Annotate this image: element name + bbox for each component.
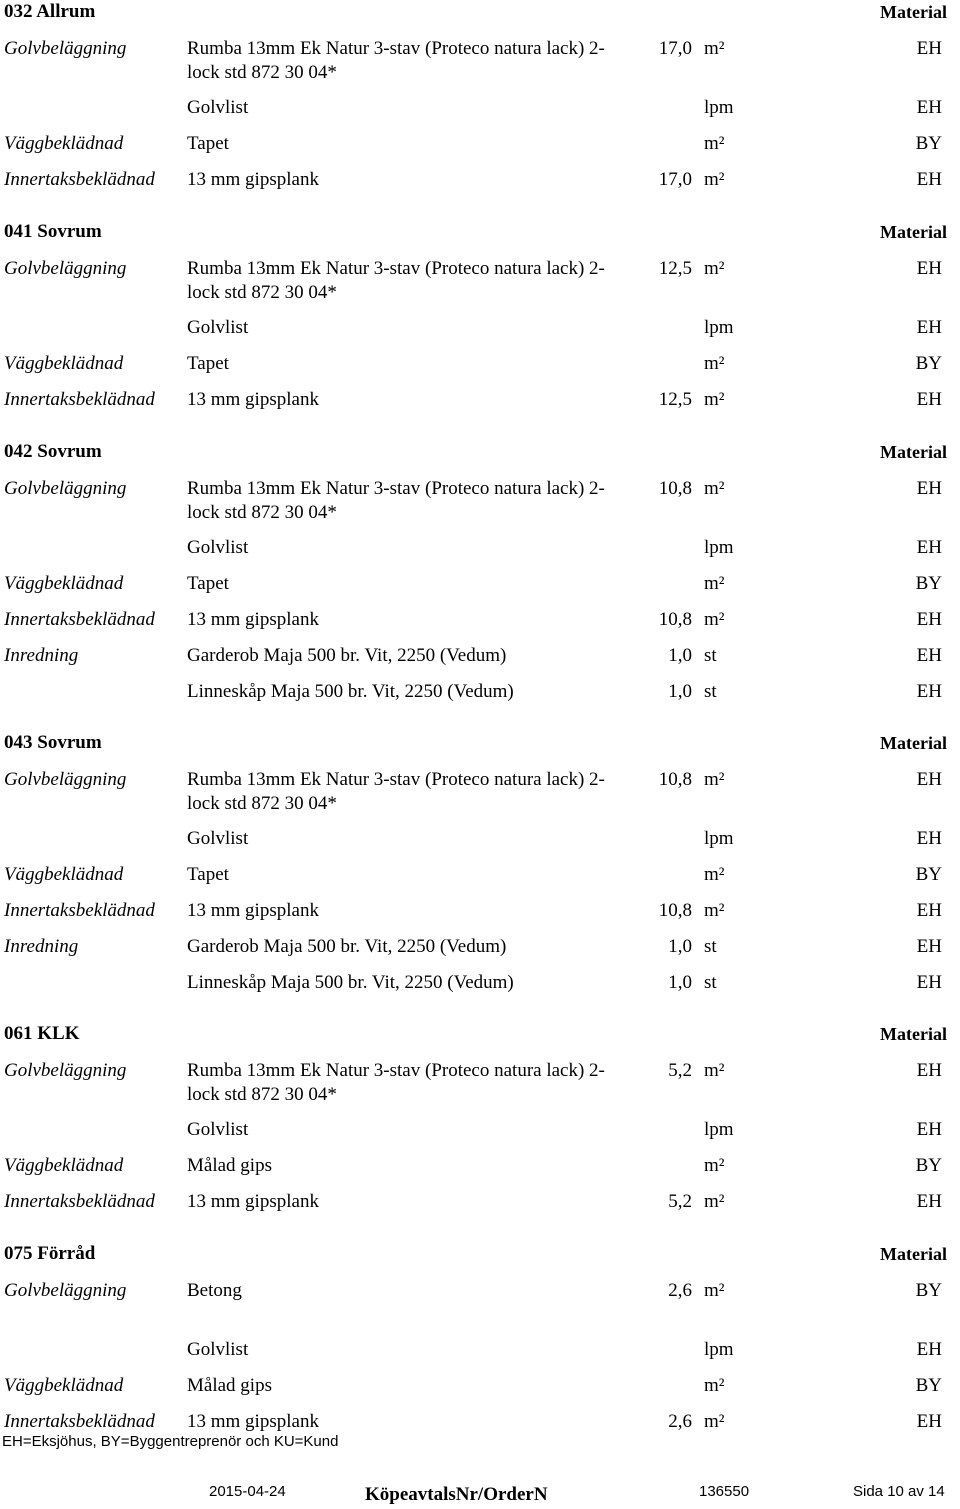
item-responsible: EH	[916, 1060, 942, 1081]
item-quantity: 5,2	[668, 1060, 692, 1081]
footer-date: 2015-04-24	[209, 1483, 286, 1500]
item-responsible: EH	[916, 609, 942, 630]
item-description: Tapet	[187, 573, 229, 594]
item-description: Rumba 13mm Ek Natur 3-stav (Proteco natura lack) 2-lock std 872 30 04*	[187, 478, 605, 523]
item-description: Tapet	[187, 133, 229, 154]
ceiling-covering-category: Innertaksbeklädnad	[4, 1191, 155, 1212]
item-responsible: EH	[916, 900, 942, 921]
item-description: Garderob Maja 500 br. Vit, 2250 (Vedum)	[187, 645, 507, 666]
item-description: Golvlist	[187, 828, 249, 849]
floor-covering-category: Golvbeläggning	[4, 1280, 127, 1301]
item-description: 13 mm gipsplank	[187, 1191, 319, 1212]
item-unit: m²	[704, 389, 725, 410]
section-header	[0, 1022, 960, 1046]
item-responsible: BY	[915, 1280, 942, 1301]
item-responsible: EH	[916, 936, 942, 957]
item-responsible: EH	[916, 537, 942, 558]
room-title: 042 Sovrum	[4, 441, 102, 462]
ceiling-covering-category: Innertaksbeklädnad	[4, 900, 155, 921]
item-unit: m²	[704, 573, 725, 594]
item-responsible: BY	[915, 1155, 942, 1176]
table-row	[0, 1118, 960, 1142]
item-unit: st	[704, 681, 717, 702]
item-description: Rumba 13mm Ek Natur 3-stav (Proteco natura lack) 2-lock std 872 30 04*	[187, 769, 605, 814]
item-unit: lpm	[704, 1339, 734, 1360]
table-row	[0, 1279, 960, 1303]
item-unit: st	[704, 936, 717, 957]
item-description: Golvlist	[187, 537, 249, 558]
section-header	[0, 731, 960, 755]
table-row	[0, 352, 960, 376]
item-unit: m²	[704, 1375, 725, 1396]
wall-covering-category: Väggbeklädnad	[4, 864, 124, 885]
item-description: Linneskåp Maja 500 br. Vit, 2250 (Vedum)	[187, 972, 514, 993]
item-quantity: 17,0	[658, 38, 692, 59]
ceiling-covering-category: Innertaksbeklädnad	[4, 1411, 155, 1432]
item-description: Golvlist	[187, 97, 249, 118]
item-responsible: EH	[916, 258, 942, 279]
item-description: Rumba 13mm Ek Natur 3-stav (Proteco natura lack) 2-lock std 872 30 04*	[187, 1060, 605, 1105]
item-unit: m²	[704, 258, 725, 279]
table-row	[0, 1154, 960, 1178]
floor-covering-category: Golvbeläggning	[4, 38, 127, 59]
table-row	[0, 935, 960, 959]
item-description: 13 mm gipsplank	[187, 389, 319, 410]
item-responsible: EH	[916, 645, 942, 666]
item-responsible: EH	[916, 38, 942, 59]
table-row	[0, 971, 960, 995]
item-responsible: EH	[916, 769, 942, 790]
item-quantity: 2,6	[668, 1280, 692, 1301]
item-unit: m²	[704, 353, 725, 374]
item-description: Tapet	[187, 353, 229, 374]
material-header: Material	[880, 2, 947, 22]
item-quantity: 1,0	[668, 645, 692, 666]
table-row	[0, 863, 960, 887]
item-unit: m²	[704, 38, 725, 59]
item-responsible: BY	[915, 1375, 942, 1396]
item-unit: m²	[704, 609, 725, 630]
item-unit: m²	[704, 769, 725, 790]
item-unit: m²	[704, 864, 725, 885]
table-row	[0, 168, 960, 192]
section-header	[0, 1242, 960, 1266]
item-unit: lpm	[704, 317, 734, 338]
item-quantity: 12,5	[658, 258, 692, 279]
table-row	[0, 827, 960, 851]
item-quantity: 12,5	[658, 389, 692, 410]
item-description: 13 mm gipsplank	[187, 609, 319, 630]
item-quantity: 2,6	[668, 1411, 692, 1432]
item-quantity: 1,0	[668, 681, 692, 702]
table-row	[0, 316, 960, 340]
item-quantity: 1,0	[668, 936, 692, 957]
wall-covering-category: Väggbeklädnad	[4, 1375, 124, 1396]
item-unit: m²	[704, 900, 725, 921]
table-row	[0, 1374, 960, 1398]
item-description: Linneskåp Maja 500 br. Vit, 2250 (Vedum)	[187, 681, 514, 702]
section-header	[0, 220, 960, 244]
room-title: 075 Förråd	[4, 1243, 96, 1264]
table-row	[0, 257, 960, 303]
item-responsible: EH	[916, 1119, 942, 1140]
item-responsible: EH	[916, 1339, 942, 1360]
item-quantity: 10,8	[658, 478, 692, 499]
table-row	[0, 37, 960, 83]
material-header: Material	[880, 1244, 947, 1264]
floor-covering-category: Golvbeläggning	[4, 769, 127, 790]
item-description: 13 mm gipsplank	[187, 169, 319, 190]
table-row	[0, 132, 960, 156]
item-description: Golvlist	[187, 1339, 249, 1360]
table-row	[0, 536, 960, 560]
floor-covering-category: Golvbeläggning	[4, 258, 127, 279]
floor-covering-category: Golvbeläggning	[4, 1060, 127, 1081]
item-responsible: BY	[915, 864, 942, 885]
item-description: Garderob Maja 500 br. Vit, 2250 (Vedum)	[187, 936, 507, 957]
table-row	[0, 96, 960, 120]
wall-covering-category: Väggbeklädnad	[4, 1155, 124, 1176]
section-header	[0, 0, 960, 24]
material-header: Material	[880, 442, 947, 462]
item-responsible: EH	[916, 1411, 942, 1432]
item-quantity: 1,0	[668, 972, 692, 993]
table-row	[0, 477, 960, 523]
item-responsible: EH	[916, 169, 942, 190]
item-responsible: EH	[916, 1191, 942, 1212]
material-header: Material	[880, 1024, 947, 1044]
table-row	[0, 1410, 960, 1434]
material-header: Material	[880, 222, 947, 242]
item-quantity: 10,8	[658, 769, 692, 790]
item-description: Betong	[187, 1280, 242, 1301]
table-row	[0, 680, 960, 704]
fittings-category: Inredning	[4, 645, 79, 666]
item-responsible: EH	[916, 478, 942, 499]
section-header	[0, 440, 960, 464]
item-unit: m²	[704, 1411, 725, 1432]
item-unit: m²	[704, 133, 725, 154]
table-row	[0, 608, 960, 632]
table-row	[0, 1338, 960, 1362]
item-description: 13 mm gipsplank	[187, 1411, 319, 1432]
item-responsible: EH	[916, 97, 942, 118]
item-unit: m²	[704, 1280, 725, 1301]
item-quantity: 5,2	[668, 1191, 692, 1212]
footer-order-number: 136550	[699, 1483, 750, 1500]
item-unit: m²	[704, 1060, 725, 1081]
table-row	[0, 899, 960, 923]
ceiling-covering-category: Innertaksbeklädnad	[4, 609, 155, 630]
fittings-category: Inredning	[4, 936, 79, 957]
item-unit: m²	[704, 1155, 725, 1176]
table-row	[0, 768, 960, 814]
item-description: Rumba 13mm Ek Natur 3-stav (Proteco natura lack) 2-lock std 872 30 04*	[187, 38, 605, 83]
item-description: Målad gips	[187, 1375, 272, 1396]
legend-note: EH=Eksjöhus, BY=Byggentreprenör och KU=Kund	[2, 1433, 339, 1450]
room-title: 041 Sovrum	[4, 221, 102, 242]
table-row	[0, 572, 960, 596]
item-unit: m²	[704, 169, 725, 190]
item-description: Målad gips	[187, 1155, 272, 1176]
material-header: Material	[880, 733, 947, 753]
item-responsible: EH	[916, 317, 942, 338]
room-title: 061 KLK	[4, 1023, 80, 1044]
room-title: 032 Allrum	[4, 1, 96, 22]
item-unit: lpm	[704, 1119, 734, 1140]
item-description: Rumba 13mm Ek Natur 3-stav (Proteco natura lack) 2-lock std 872 30 04*	[187, 258, 605, 303]
item-description: 13 mm gipsplank	[187, 900, 319, 921]
wall-covering-category: Väggbeklädnad	[4, 353, 124, 374]
item-responsible: EH	[916, 389, 942, 410]
item-responsible: EH	[916, 828, 942, 849]
item-unit: lpm	[704, 828, 734, 849]
item-responsible: EH	[916, 681, 942, 702]
item-responsible: EH	[916, 972, 942, 993]
wall-covering-category: Väggbeklädnad	[4, 573, 124, 594]
table-row	[0, 644, 960, 668]
table-row	[0, 1190, 960, 1214]
floor-covering-category: Golvbeläggning	[4, 478, 127, 499]
item-unit: m²	[704, 1191, 725, 1212]
item-description: Tapet	[187, 864, 229, 885]
footer-page-number: Sida 10 av 14	[853, 1483, 945, 1500]
ceiling-covering-category: Innertaksbeklädnad	[4, 389, 155, 410]
item-unit: st	[704, 645, 717, 666]
item-description: Golvlist	[187, 317, 249, 338]
item-description: Golvlist	[187, 1119, 249, 1140]
item-unit: st	[704, 972, 717, 993]
item-responsible: BY	[915, 133, 942, 154]
table-row	[0, 1059, 960, 1105]
item-quantity: 10,8	[658, 609, 692, 630]
item-quantity: 10,8	[658, 900, 692, 921]
item-unit: lpm	[704, 97, 734, 118]
item-unit: lpm	[704, 537, 734, 558]
ceiling-covering-category: Innertaksbeklädnad	[4, 169, 155, 190]
table-row	[0, 388, 960, 412]
wall-covering-category: Väggbeklädnad	[4, 133, 124, 154]
item-responsible: BY	[915, 353, 942, 374]
item-responsible: BY	[915, 573, 942, 594]
footer-order-label: KöpeavtalsNr/OrderN	[365, 1484, 548, 1505]
item-quantity: 17,0	[658, 169, 692, 190]
item-unit: m²	[704, 478, 725, 499]
room-title: 043 Sovrum	[4, 732, 102, 753]
